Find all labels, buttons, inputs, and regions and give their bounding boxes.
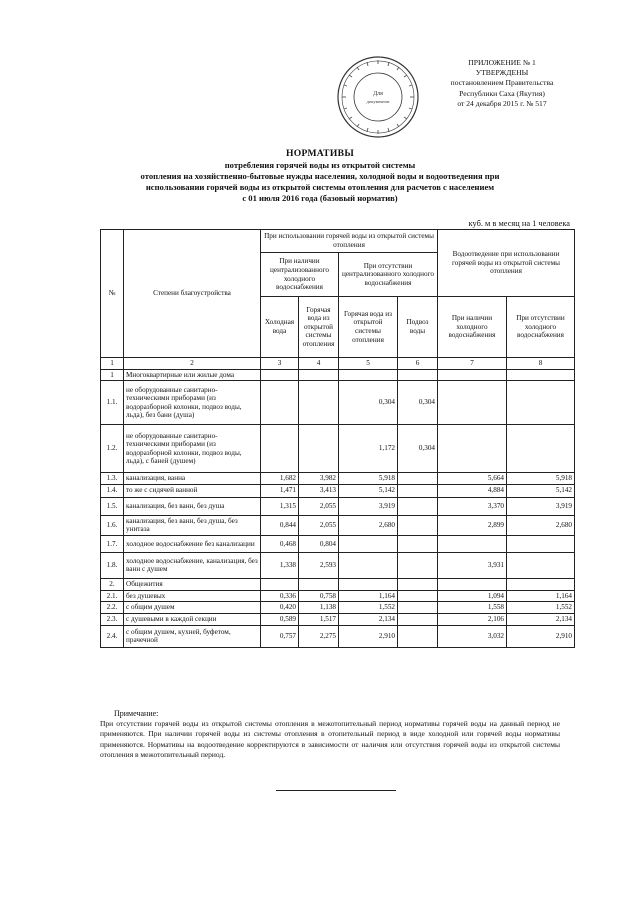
value-cell: 3,919 xyxy=(339,497,398,515)
value-cell xyxy=(398,473,438,485)
table-row xyxy=(101,535,575,552)
value-cell xyxy=(507,578,575,590)
table-row xyxy=(101,381,575,425)
decree-label: постановлением Правительства xyxy=(450,78,554,88)
row-number: 2.1. xyxy=(101,590,124,602)
column-number: 2 xyxy=(124,358,261,370)
row-number: 1.1. xyxy=(101,381,124,425)
title-line-2: отопления на хозяйственно-бытовые нужды населения, холодной воды и водоотведения при xyxy=(140,171,500,181)
table-row xyxy=(101,625,575,647)
value-cell xyxy=(438,578,507,590)
value-cell xyxy=(299,381,339,425)
table-row xyxy=(101,590,575,602)
row-description: с душевыми в каждой секции xyxy=(124,613,261,625)
value-cell: 5,918 xyxy=(339,473,398,485)
value-cell: 1,471 xyxy=(261,484,299,497)
value-cell: 2,275 xyxy=(299,625,339,647)
approval-block xyxy=(402,58,602,109)
header-open-system: При использовании горячей воды из открытой системы отопления xyxy=(261,230,438,253)
value-cell: 1,558 xyxy=(438,602,507,614)
header-drain-without: При отсутствии холодного водоснабжения xyxy=(507,297,575,358)
header-drain-with: При наличии холодного водоснабжения xyxy=(438,297,507,358)
table-row xyxy=(101,484,575,497)
value-cell xyxy=(507,552,575,578)
row-description: не оборудованные санитарно-техническими приборами (из водоразборной колонки, подвоз воды, льда), с баней (душем) xyxy=(124,425,261,473)
note-body: При отсутствии горячей воды из открытой системы отопления в межотопительный период нормативы горячей воды на данный период не применяются. При наличии горячей воды из системы отопления в отопительный период в виде холодной или горячей воды нормативы применяются. Нормативы на водоотведение корректируются в зависимости от наличия или отсутствия горячей воды из открытой системы отопления в межотопительный период. xyxy=(100,719,560,760)
value-cell xyxy=(299,578,339,590)
row-description: холодное водоснабжение, канализация, без ванн с душем xyxy=(124,552,261,578)
value-cell: 4,884 xyxy=(438,484,507,497)
value-cell xyxy=(299,369,339,381)
row-number: 1.2. xyxy=(101,425,124,473)
value-cell xyxy=(261,578,299,590)
value-cell: 1,164 xyxy=(507,590,575,602)
appendix-label: ПРИЛОЖЕНИЕ № 1 xyxy=(468,58,536,67)
row-number: 1.6. xyxy=(101,515,124,535)
section-row xyxy=(101,369,575,381)
value-cell: 0,804 xyxy=(299,535,339,552)
value-cell xyxy=(507,369,575,381)
value-cell: 0,304 xyxy=(398,381,438,425)
value-cell: 2,134 xyxy=(339,613,398,625)
value-cell: 0,757 xyxy=(261,625,299,647)
column-numbers-row xyxy=(101,358,575,370)
value-cell: 3,919 xyxy=(507,497,575,515)
value-cell xyxy=(438,535,507,552)
value-cell xyxy=(398,497,438,515)
value-cell xyxy=(339,578,398,590)
value-cell xyxy=(339,552,398,578)
document-title xyxy=(80,148,560,204)
value-cell xyxy=(398,578,438,590)
row-description: с общим душем xyxy=(124,602,261,614)
row-number: 1 xyxy=(101,369,124,381)
value-cell: 3,413 xyxy=(299,484,339,497)
title-line-3: использовании горячей воды из открытой системы отопления для расчетов с населением xyxy=(145,182,495,192)
column-number: 4 xyxy=(299,358,339,370)
row-number: 2.3. xyxy=(101,613,124,625)
row-number: 1.3. xyxy=(101,473,124,485)
row-description: канализация, ванна xyxy=(124,473,261,485)
row-number: 1.4. xyxy=(101,484,124,497)
row-description: Многоквартирные или жилые дома xyxy=(124,369,261,381)
value-cell xyxy=(438,381,507,425)
seal-text-2: документов xyxy=(366,99,390,104)
row-description: с общим душем, кухней, буфетом, прачечной xyxy=(124,625,261,647)
units-label: куб. м в месяц на 1 человека xyxy=(468,219,570,228)
value-cell xyxy=(398,484,438,497)
value-cell: 2,055 xyxy=(299,515,339,535)
value-cell: 2,899 xyxy=(438,515,507,535)
approved-label: УТВЕРЖДЕНЫ xyxy=(475,68,529,78)
value-cell xyxy=(438,369,507,381)
value-cell: 0,589 xyxy=(261,613,299,625)
value-cell xyxy=(398,535,438,552)
value-cell: 2,680 xyxy=(339,515,398,535)
row-number: 2.4. xyxy=(101,625,124,647)
table-body xyxy=(101,369,575,647)
seal-text-1: Для xyxy=(373,91,383,97)
value-cell xyxy=(261,425,299,473)
value-cell xyxy=(299,425,339,473)
header-cold-water: Холодная вода xyxy=(261,297,299,358)
table-row xyxy=(101,425,575,473)
column-number: 7 xyxy=(438,358,507,370)
value-cell: 1,164 xyxy=(339,590,398,602)
value-cell: 3,370 xyxy=(438,497,507,515)
value-cell: 2,134 xyxy=(507,613,575,625)
header-hot-water: Горячая вода из открытой системы отопления xyxy=(299,297,339,358)
value-cell: 1,172 xyxy=(339,425,398,473)
value-cell: 5,664 xyxy=(438,473,507,485)
value-cell xyxy=(398,515,438,535)
value-cell xyxy=(398,369,438,381)
value-cell xyxy=(507,535,575,552)
row-description: без душевых xyxy=(124,590,261,602)
value-cell: 2,593 xyxy=(299,552,339,578)
norms-table xyxy=(100,229,575,648)
value-cell: 1,552 xyxy=(339,602,398,614)
value-cell xyxy=(398,613,438,625)
value-cell xyxy=(398,625,438,647)
value-cell: 1,138 xyxy=(299,602,339,614)
decree-date: от 24 декабря 2015 г. № 517 xyxy=(457,98,547,108)
column-number: 3 xyxy=(261,358,299,370)
header-degree: Степени благоустройства xyxy=(124,230,261,358)
value-cell: 0,468 xyxy=(261,535,299,552)
value-cell: 3,032 xyxy=(438,625,507,647)
value-cell: 5,142 xyxy=(507,484,575,497)
value-cell xyxy=(507,381,575,425)
column-number: 1 xyxy=(101,358,124,370)
title-main: НОРМАТИВЫ xyxy=(285,148,355,159)
header-delivered: Подвоз воды xyxy=(398,297,438,358)
header-hot-water-2: Горячая вода из открытой системы отопления xyxy=(339,297,398,358)
value-cell xyxy=(339,369,398,381)
value-cell: 2,055 xyxy=(299,497,339,515)
value-cell: 5,142 xyxy=(339,484,398,497)
row-description: то же с сидячей ванной xyxy=(124,484,261,497)
row-number: 1.8. xyxy=(101,552,124,578)
value-cell: 1,094 xyxy=(438,590,507,602)
value-cell: 2,106 xyxy=(438,613,507,625)
header-with-central: При наличии централизованного холодного водоснабжения xyxy=(261,253,339,297)
table-row xyxy=(101,515,575,535)
footer-divider xyxy=(276,790,396,791)
value-cell: 0,304 xyxy=(398,425,438,473)
title-line-1: потребления горячей воды из открытой системы xyxy=(224,160,416,170)
value-cell: 3,931 xyxy=(438,552,507,578)
header-without-central: При отсутствии централизованного холодного водоснабжения xyxy=(339,253,438,297)
value-cell: 1,682 xyxy=(261,473,299,485)
row-description: холодное водоснабжение без канализации xyxy=(124,535,261,552)
value-cell: 0,420 xyxy=(261,602,299,614)
value-cell xyxy=(398,602,438,614)
table-row xyxy=(101,613,575,625)
value-cell xyxy=(261,369,299,381)
value-cell: 0,336 xyxy=(261,590,299,602)
column-number: 8 xyxy=(507,358,575,370)
row-description: не оборудованные санитарно-техническими приборами (из водоразборной колонки, подвоз воды, льда), без бани (душа) xyxy=(124,381,261,425)
value-cell: 1,338 xyxy=(261,552,299,578)
value-cell: 2,680 xyxy=(507,515,575,535)
value-cell xyxy=(339,535,398,552)
row-description: канализация, без ванн, без душа xyxy=(124,497,261,515)
value-cell: 5,918 xyxy=(507,473,575,485)
value-cell xyxy=(261,381,299,425)
value-cell: 1,315 xyxy=(261,497,299,515)
table-row xyxy=(101,552,575,578)
value-cell: 3,982 xyxy=(299,473,339,485)
value-cell xyxy=(438,425,507,473)
column-number: 6 xyxy=(398,358,438,370)
header-no: № xyxy=(101,230,124,358)
header-drainage: Водоотведение при использовании горячей воды из открытой системы отопления xyxy=(438,230,575,297)
value-cell: 2,910 xyxy=(507,625,575,647)
row-number: 2.2. xyxy=(101,602,124,614)
government-label: Республики Саха (Якутия) xyxy=(459,88,545,98)
row-number: 1.5. xyxy=(101,497,124,515)
value-cell xyxy=(398,552,438,578)
column-number: 5 xyxy=(339,358,398,370)
title-line-4: с 01 июля 2016 года (базовый норматив) xyxy=(242,193,398,203)
value-cell: 1,552 xyxy=(507,602,575,614)
value-cell: 2,910 xyxy=(339,625,398,647)
row-description: Общежития xyxy=(124,578,261,590)
section-row xyxy=(101,578,575,590)
row-number: 1.7. xyxy=(101,535,124,552)
value-cell xyxy=(398,590,438,602)
value-cell: 0,758 xyxy=(299,590,339,602)
note-title: Примечание: xyxy=(114,709,159,718)
value-cell: 0,844 xyxy=(261,515,299,535)
value-cell: 1,517 xyxy=(299,613,339,625)
table-row xyxy=(101,473,575,485)
row-description: канализация, без ванн, без душа, без унитаза xyxy=(124,515,261,535)
value-cell: 0,304 xyxy=(339,381,398,425)
row-number: 2. xyxy=(101,578,124,590)
table-row xyxy=(101,602,575,614)
table-row xyxy=(101,497,575,515)
value-cell xyxy=(507,425,575,473)
